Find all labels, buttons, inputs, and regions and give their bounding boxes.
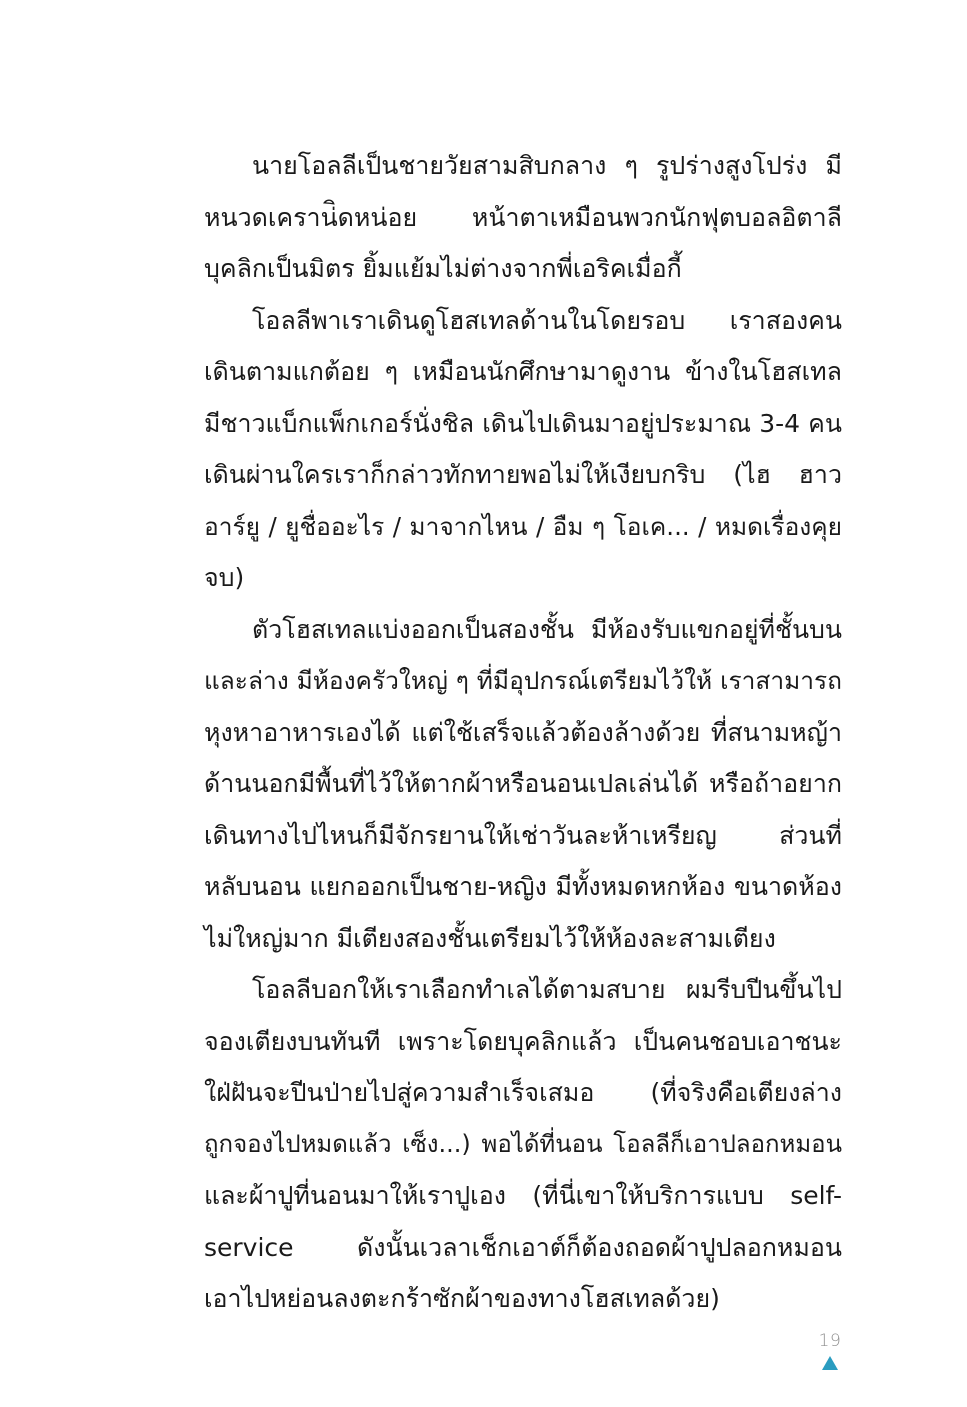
- text-line: service ดังนั้นเวลาเช็กเอาต์ก็ต้องถอดผ้าปูปลอกหมอน: [204, 1232, 842, 1262]
- text-line: ไม่ใหญ่มาก มีเตียงสองชั้นเตรียมไว้ให้ห้องละสามเตียง: [204, 923, 776, 953]
- page-footer: [812, 1330, 848, 1370]
- text-line: จองเตียงบนทันที เพราะโดยบุคลิกแล้ว เป็นคนชอบเอาชนะ: [204, 1026, 842, 1056]
- body-text: [204, 140, 842, 1325]
- text-line: โอลลีบอกให้เราเลือกทำเลได้ตามสบาย ผมรีบปีนขึ้นไป: [252, 975, 842, 1004]
- page-number: 19: [818, 1331, 842, 1351]
- text-line: อาร์ยู / ยูชื่ออะไร / มาจากไหน / อืม ๆ โอเค... / หมดเรื่องคุย: [204, 511, 842, 541]
- text-line: เอาไปหย่อนลงตะกร้าซักผ้าของทางโฮสเทลด้วย): [204, 1284, 720, 1313]
- text-line: บุคลิกเป็นมิตร ยิ้มแย้มไม่ต่างจากพี่เอริคเมื่อกี้: [204, 254, 682, 283]
- text-line: เดินผ่านใครเราก็กล่าวทักทายพอไม่ให้เงียบกริบ (ไฮ ฮาว: [204, 460, 842, 489]
- text-line: หลับนอน แยกออกเป็นชาย-หญิง มีทั้งหมดหกห้อง ขนาดห้อง: [204, 872, 842, 901]
- text-line: ถูกจองไปหมดแล้ว เซ็ง...) พอได้ที่นอน โอลลีก็เอาปลอกหมอน: [204, 1129, 842, 1158]
- text-line: จบ): [204, 563, 245, 592]
- text-line: และผ้าปูที่นอนมาให้เราปูเอง (ที่นี่เขาให้บริการแบบ self-: [204, 1181, 842, 1210]
- triangle-up-icon: [822, 1356, 838, 1370]
- text-line: ด้านนอกมีพื้นที่ไว้ให้ตากผ้าหรือนอนเปลเล่นได้ หรือถ้าอยาก: [204, 769, 842, 798]
- text-line: เดินตามแกต้อย ๆ เหมือนนักศึกษามาดูงาน ข้างในโฮสเทล: [204, 357, 842, 386]
- text-line: และล่าง มีห้องครัวใหญ่ ๆ ที่มีอุปกรณ์เตรียมไว้ให้ เราสามารถ: [204, 666, 842, 695]
- text-line: เดินทางไปไหนก็มีจักรยานให้เช่าวันละห้าเหรียญ ส่วนที่: [204, 820, 842, 850]
- text-line: นายโอลลีเป็นชายวัยสามสิบกลาง ๆ รูปร่างสูงโปร่ง มี: [252, 151, 842, 180]
- text-line: หนวดเคราน่ิดหน่อย หน้าตาเหมือนพวกนักฟุตบอลอิตาลี: [204, 202, 842, 232]
- text-line: มีชาวแบ็กแพ็กเกอร์นั่งชิล เดินไปเดินมาอยู่ประมาณ 3-4 คน: [204, 408, 842, 438]
- text-line: ตัวโฮสเทลแบ่งออกเป็นสองชั้น มีห้องรับแขกอยู่ที่ชั้นบน: [252, 614, 842, 644]
- text-line: ใฝ่ฝันจะปีนป่ายไปสู่ความสำเร็จเสมอ (ที่จริงคือเตียงล่าง: [204, 1078, 842, 1107]
- text-line: หุงหาอาหารเองได้ แต่ใช้เสร็จแล้วต้องล้างด้วย ที่สนามหญ้า: [204, 717, 842, 747]
- text-line: โอลลีพาเราเดินดูโฮสเทลด้านในโดยรอบ เราสองคน: [252, 305, 842, 335]
